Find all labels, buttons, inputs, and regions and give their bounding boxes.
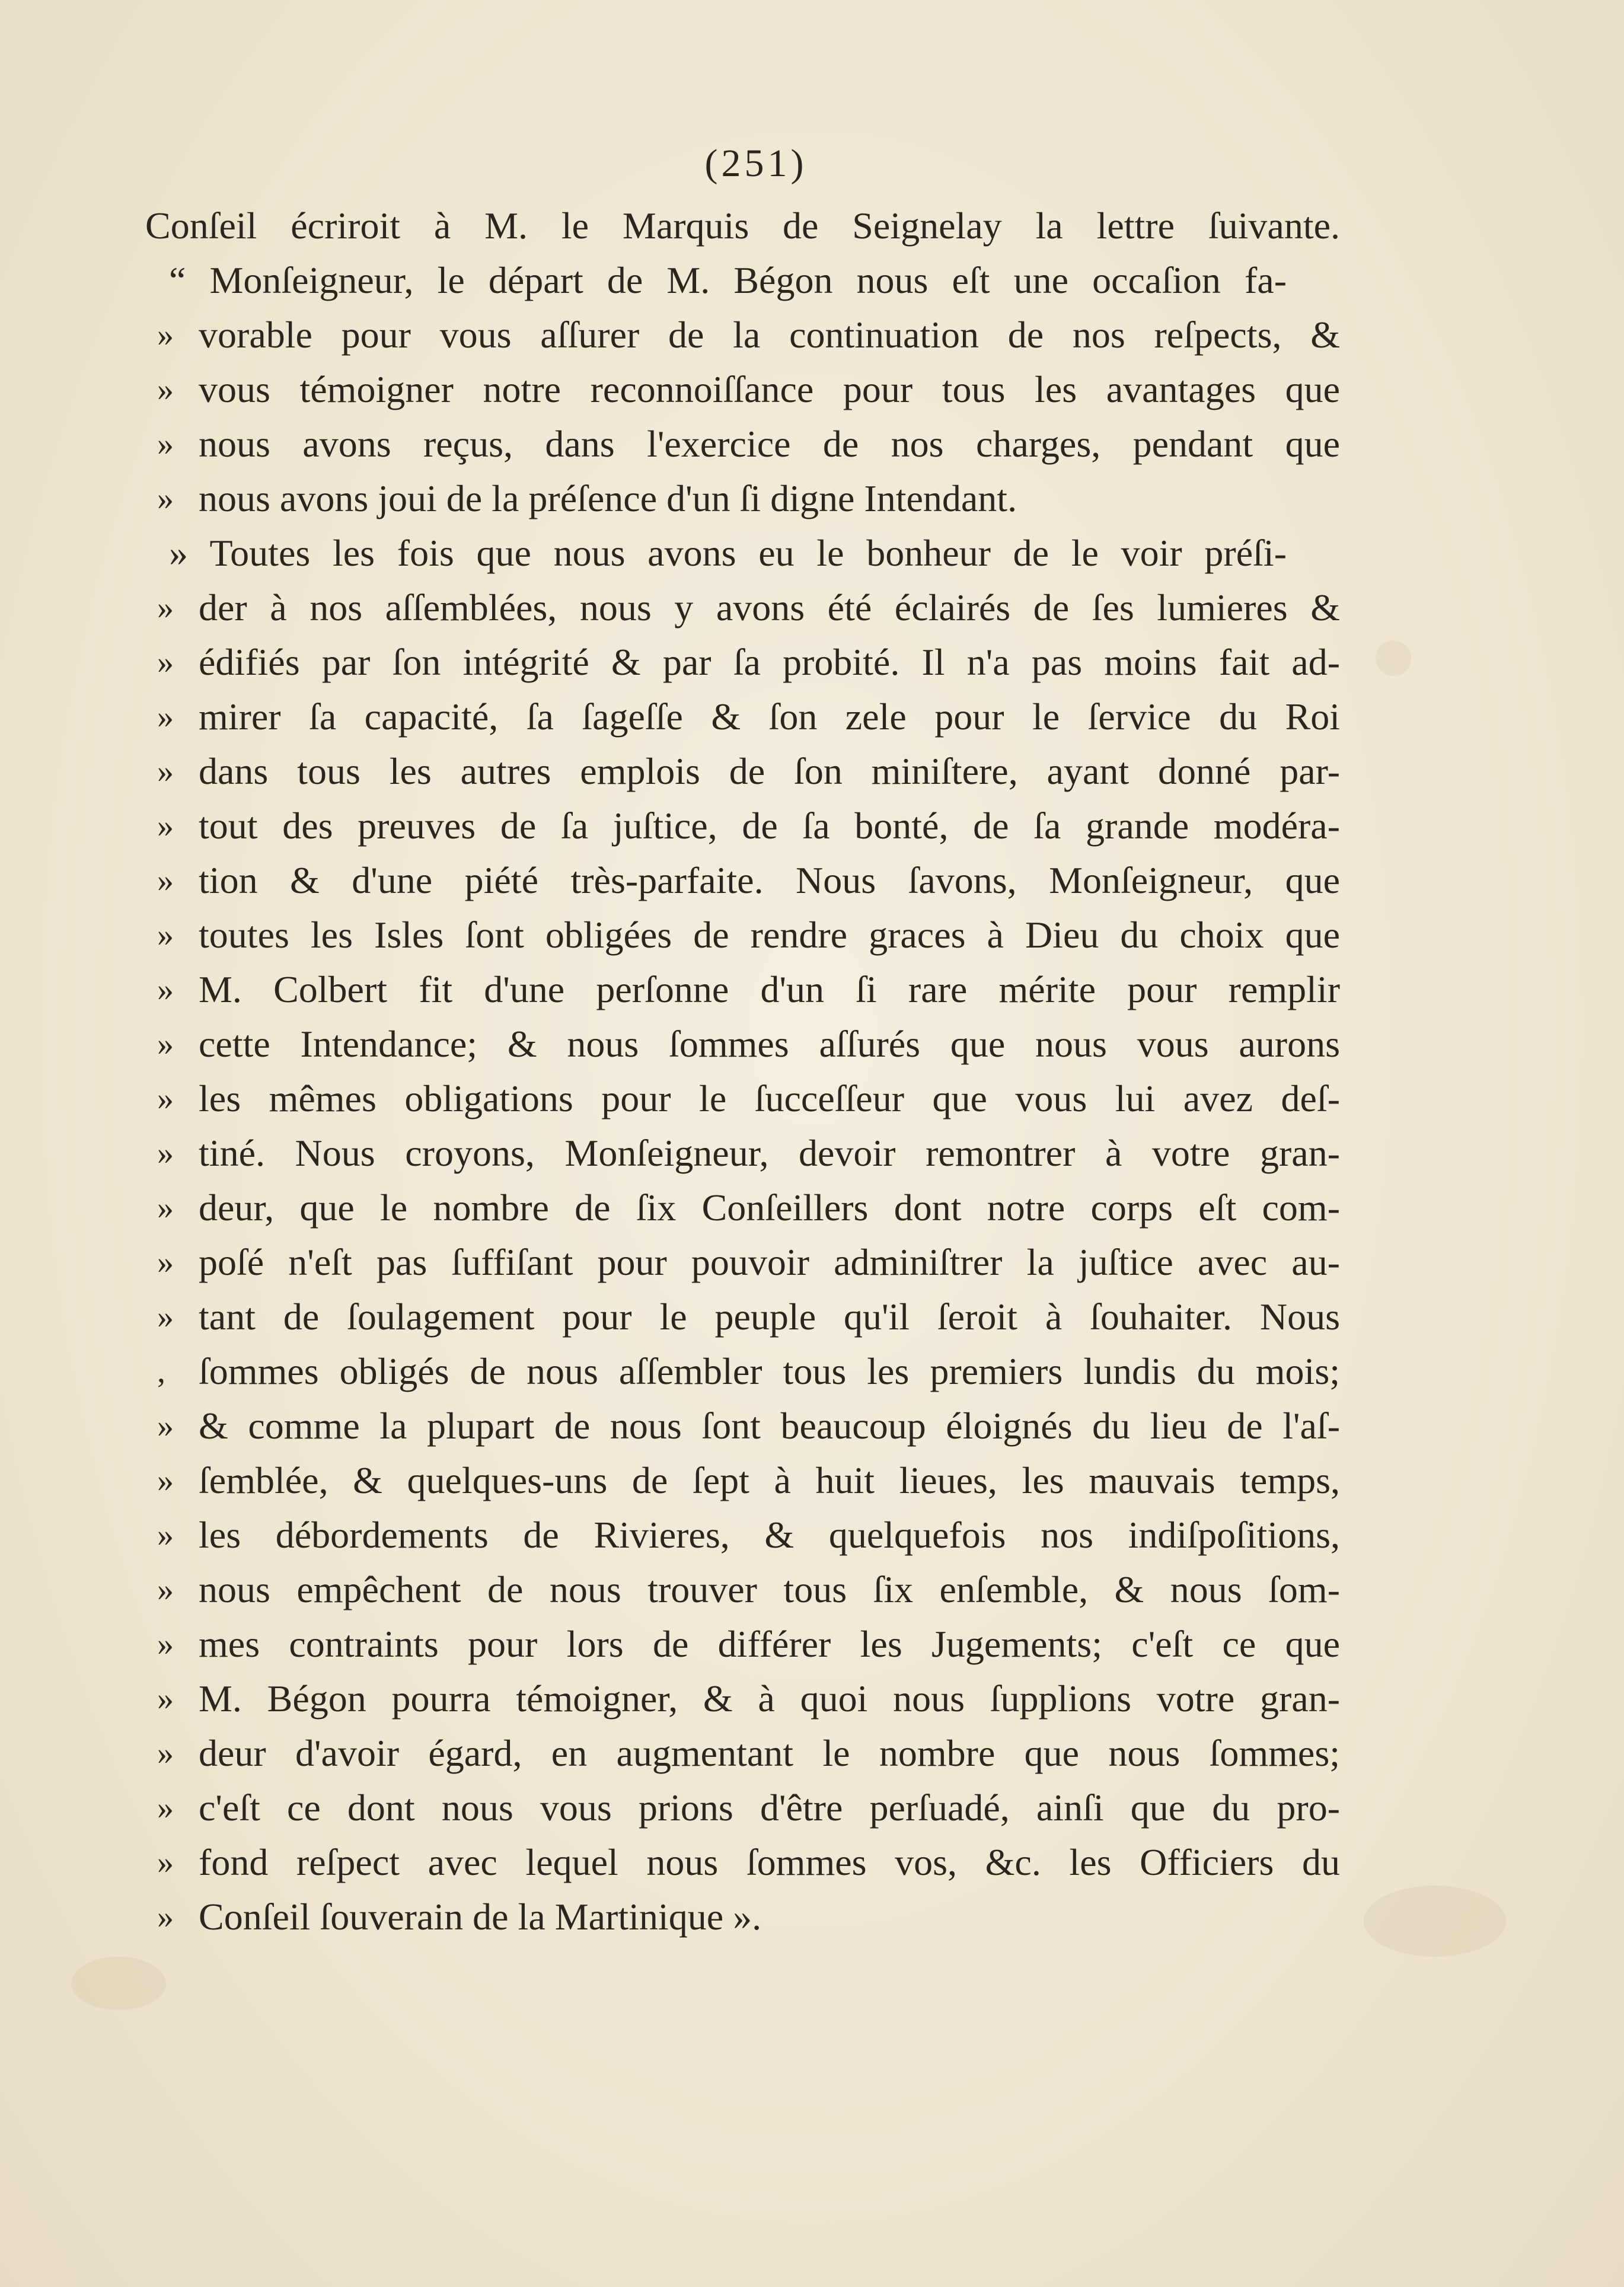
line-text: mirer ſa capacité, ſa ſageſſe & ſon zele pour le ſervice du Roi — [199, 696, 1340, 738]
line-text: tout des preuves de ſa juſtice, de ſa bonté, de ſa grande modéra- — [199, 805, 1340, 847]
line-text: nous avons reçus, dans l'exercice de nos charges, pendant que — [199, 423, 1340, 465]
quote-mark: » — [157, 1517, 174, 1554]
quote-mark: » — [157, 1571, 174, 1608]
line-text: ſommes obligés de nous aſſembler tous les premiers lundis du mois; — [199, 1350, 1340, 1392]
quote-mark: » — [157, 971, 174, 1008]
quote-mark: » — [157, 1189, 174, 1226]
line-text: tant de ſoulagement pour le peuple qu'il ſeroit à ſouhaiter. Nous — [199, 1296, 1340, 1338]
quote-mark: » — [157, 698, 174, 735]
line-text: ſemblée, & quelques-uns de ſept à huit lieues, les mauvais temps, — [199, 1459, 1340, 1501]
quote-mark: » — [157, 1244, 174, 1281]
line-text: dans tous les autres emplois de ſon miniſtere, ayant donné par- — [199, 750, 1340, 792]
line-text: cette Intendance; & nous ſommes aſſurés que nous vous aurons — [199, 1023, 1340, 1065]
quote-mark: » — [157, 1790, 174, 1826]
line-text: poſé n'eſt pas ſuffiſant pour pouvoir adminiſtrer la juſtice avec au- — [199, 1241, 1340, 1283]
line-text: Conſeil écriroit à M. le Marquis de Seignelay la lettre ſuivante. — [145, 205, 1340, 247]
line-text: M. Bégon pourra témoigner, & à quoi nous ſupplions votre gran- — [199, 1677, 1340, 1720]
quote-mark: » — [157, 753, 174, 790]
line-text: vorable pour vous aſſurer de la continuation de nos reſpects, & — [199, 314, 1340, 356]
line-text: deur d'avoir égard, en augmentant le nombre que nous ſommes; — [199, 1732, 1340, 1774]
line-text: les débordements de Rivieres, & quelquefois nos indiſpoſitions, — [199, 1514, 1340, 1556]
quote-mark: » — [157, 917, 174, 953]
line-text: c'eſt ce dont nous vous prions d'être perſuadé, ainſi que du pro- — [199, 1787, 1340, 1829]
line-text: der à nos aſſemblées, nous y avons été éclairés de ſes lumieres & — [199, 586, 1340, 629]
quote-mark: » — [157, 1408, 174, 1444]
quote-mark: » — [157, 480, 174, 517]
line-text: mes contraints pour lors de différer les Jugements; c'eſt ce que — [199, 1623, 1340, 1665]
quote-mark: » — [157, 1844, 174, 1881]
page-number: (251) — [704, 142, 808, 185]
quote-mark: » — [157, 589, 174, 626]
quote-mark: » — [157, 1080, 174, 1117]
line-text: “ Monſeigneur, le départ de M. Bégon nous eſt une occaſion fa- — [169, 259, 1287, 301]
quote-mark: » — [157, 1299, 174, 1335]
line-text: & comme la plupart de nous ſont beaucoup éloignés du lieu de l'aſ- — [199, 1405, 1340, 1447]
quote-mark: » — [157, 862, 174, 899]
line-text: tiné. Nous croyons, Monſeigneur, devoir remontrer à votre gran- — [199, 1132, 1340, 1174]
quote-mark: » — [157, 1680, 174, 1717]
line-text: nous avons joui de la préſence d'un ſi digne Intendant. — [199, 477, 1017, 519]
line-text: toutes les Isles ſont obligées de rendre graces à Dieu du choix que — [199, 914, 1340, 956]
quote-mark: » — [157, 1735, 174, 1772]
quote-mark: » — [157, 371, 174, 408]
quote-mark: » — [157, 644, 174, 681]
quote-mark: » — [157, 1626, 174, 1663]
line-text: M. Colbert fit d'une perſonne d'un ſi rare mérite pour remplir — [199, 968, 1340, 1010]
line-text: édifiés par ſon intégrité & par ſa probité. Il n'a pas moins fait ad- — [199, 641, 1340, 683]
line-text: tion & d'une piété très-parfaite. Nous ſavons, Monſeigneur, que — [199, 859, 1340, 901]
line-text: nous empêchent de nous trouver tous ſix enſemble, & nous ſom- — [199, 1568, 1340, 1610]
line-text: Conſeil ſouverain de la Martinique ». — [199, 1896, 762, 1938]
quote-mark: » — [157, 1026, 174, 1063]
quote-mark: » — [157, 1135, 174, 1172]
quote-mark: » — [157, 1899, 174, 1935]
quote-mark: » — [157, 426, 174, 462]
quote-mark: » — [157, 317, 174, 353]
quote-mark: » — [157, 808, 174, 844]
line-text: » Toutes les fois que nous avons eu le bonheur de le voir préſi- — [169, 532, 1287, 574]
quote-mark: » — [157, 1462, 174, 1499]
line-text: vous témoigner notre reconnoiſſance pour tous les avantages que — [199, 368, 1340, 410]
quote-mark: , — [157, 1353, 165, 1390]
line-text: les mêmes obligations pour le ſucceſſeur que vous lui avez deſ- — [199, 1077, 1340, 1119]
line-text: deur, que le nombre de ſix Conſeillers dont notre corps eſt com- — [199, 1186, 1340, 1229]
line-text: fond reſpect avec lequel nous ſommes vos, &c. les Officiers du — [199, 1841, 1340, 1883]
